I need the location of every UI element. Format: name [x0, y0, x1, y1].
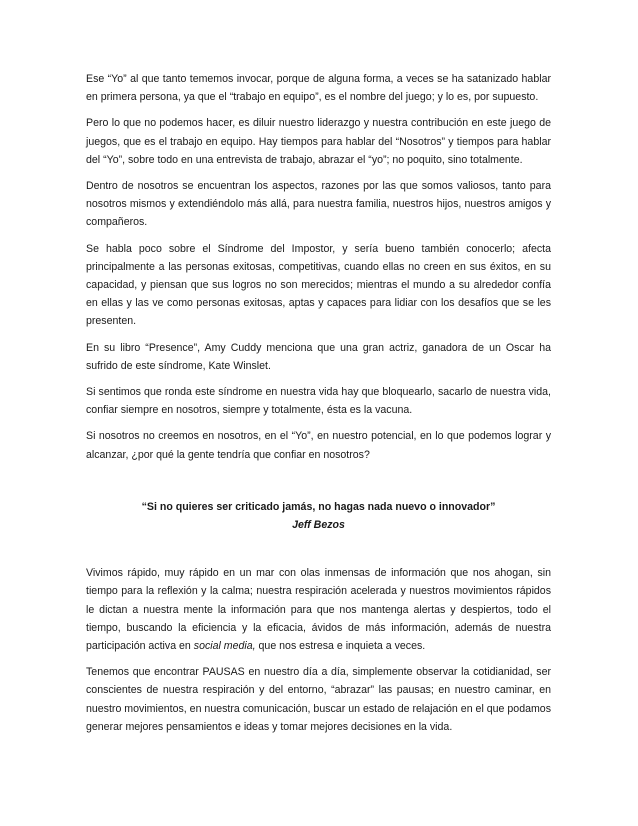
spacer — [86, 534, 551, 564]
paragraph-confiar: Si nosotros no creemos en nosotros, en el “Yo”, en nuestro potencial, en lo que podemos lograr y alcanzar, ¿por qué la gente tendría que confiar en nosotros? — [86, 430, 551, 461]
paragraph-presence: En su libro “Presence”, Amy Cuddy menciona que una gran actriz, ganadora de un Oscar ha sufrido de este síndrome, Kate Winslet. — [86, 341, 551, 372]
paragraph-vacuna: Si sentimos que ronda este síndrome en nuestra vida hay que bloquearlo, sacarlo de nuestra vida, confiar siempre en nosotros, siempre y totalmente, ésta es la vacuna. — [86, 386, 551, 417]
quote-block — [86, 498, 551, 534]
quote-text: “Si no quieres ser criticado jamás, no hagas nada nuevo o innovador” — [141, 500, 496, 513]
social-media-emphasis: social media, — [193, 640, 256, 653]
paragraph-yo-intro: Ese “Yo” al que tanto tememos invocar, porque de alguna forma, a veces se ha satanizado hablar en primera persona, ya que el “trabajo en equipo”, es el nombre del juego; y lo es, por supuesto. — [86, 73, 551, 104]
paragraph-pausas: Tenemos que encontrar PAUSAS en nuestro día a día, simplemente observar la cotidianidad, ser conscientes de nuestra respiración y del entorno, “abrazar” las pausas; en nuestro caminar, en nuestro movimientos, en nuestra comunicación, buscar un estado de relajación en el que podamos generar mejores pensamientos e ideas y tomar mejores decisiones en la vida. — [86, 666, 551, 733]
paragraph-valiosos: Dentro de nosotros se encuentran los aspectos, razones por las que somos valiosos, tanto para nosotros mismos y extendiéndolo más allá, para nuestra familia, nuestros hijos, nuestros amigos y compañeros. — [86, 180, 551, 229]
paragraph-vivimos-rapido-text: Vivimos rápido, muy rápido en un mar con olas inmensas de información que nos ahogan, sin tiempo para la reflexión y la calma; nuestra respiración acelerada y nuestros movimientos rápidos le dictan a nuestra mente la información para que nos mantenga alertas y despiertos, todo el tiempo, buscando la eficiencia y la eficacia, ávidos de más información, además de nuestra participación activa en — [86, 567, 551, 653]
paragraph-vivimos-rapido — [86, 564, 551, 655]
quote-author: Jeff Bezos — [292, 519, 345, 532]
spacer — [86, 472, 551, 498]
paragraph-liderazgo: Pero lo que no podemos hacer, es diluir nuestro liderazgo y nuestra contribución en este juego de juegos, que es el trabajo en equipo. Hay tiempos para hablar del “Nosotros” y tiempos para hablar del “Yo”, sobre todo en una entrevista de trabajo, abrazar el “yo”; no poquito, sino totalmente. — [86, 117, 551, 166]
paragraph-vivimos-rapido-end: que nos estresa e inquieta a veces. — [255, 640, 426, 653]
document-page — [86, 70, 551, 744]
paragraph-sindrome-impostor: Se habla poco sobre el Síndrome del Impostor, y sería bueno también conocerlo; afecta principalmente a las personas exitosas, competitivas, cuando ellas no creen en sus éxitos, en su capacidad, y piensan que sus logros no son merecidos; mientras el mundo a su alrededor confía en ellas y las ve como personas exitosas, aptas y capaces para lidiar con los desafíos que se les presenten. — [86, 242, 551, 328]
